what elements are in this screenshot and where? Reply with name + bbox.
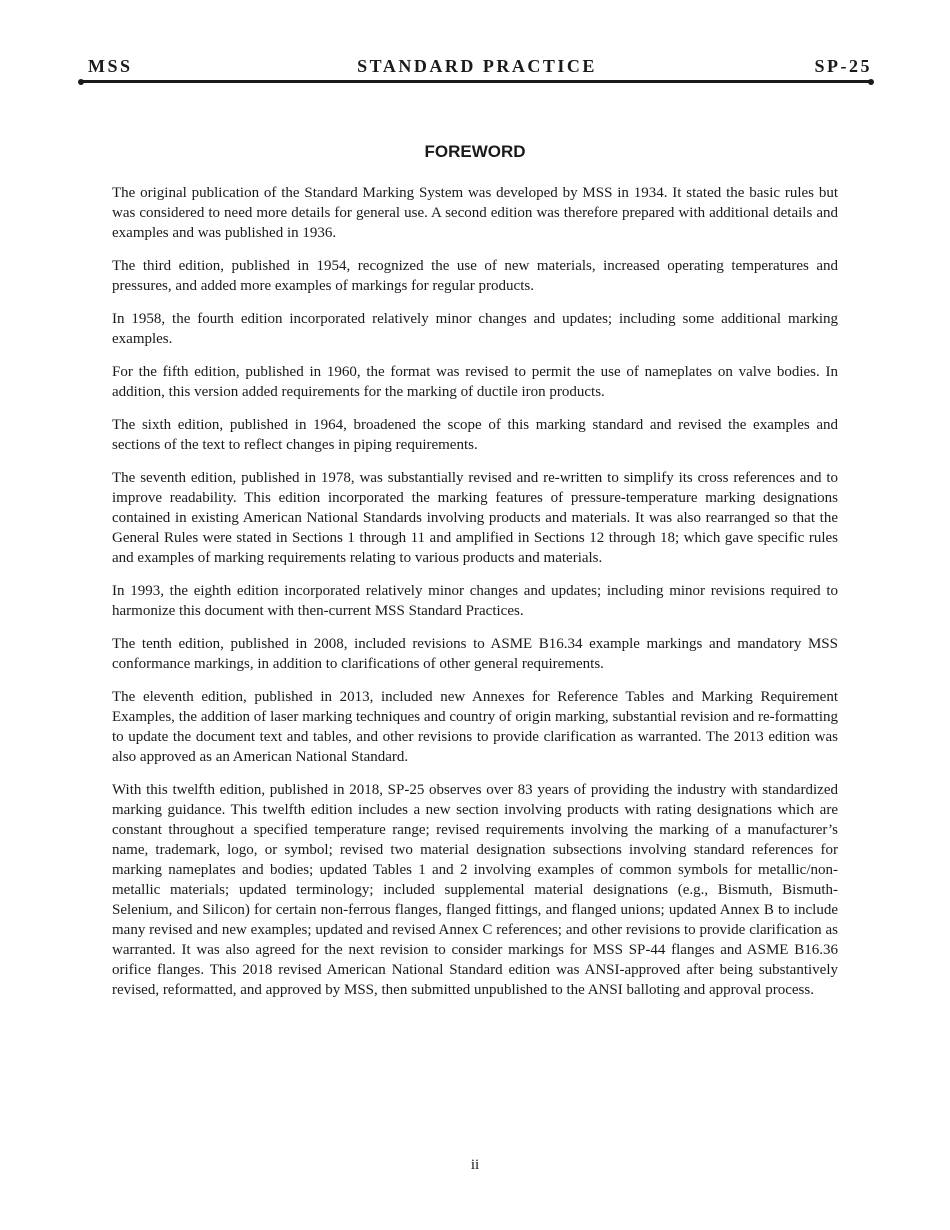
paragraph-1: The original publication of the Standard Marking System was developed by MSS in 1934. It stated the basic rules but was considered to need more details for general use. A second edition was therefore prepared with additional details and examples and was published in 1936. [112,185,838,241]
header-org: MSS [88,56,133,76]
paragraph-10: With this twelfth edition, published in 2018, SP-25 observes over 83 years of providing the industry with standardized marking guidance. This twelfth edition includes a new section involving products with rating designations which are constant throughout a specified temperature range; revised requirements involving the marking of a manufacturer’s name, trademark, logo, or symbol; revised two material designation subsections involving standard references for marking nameplates and bodies; updated Tables 1 and 2 involving examples of common symbols for metallic/non-metallic materials; updated terminology; included supplemental material designations (e.g., Bismuth, Bismuth-Selenium, and Silicon) for certain non-ferrous flanges, flanged fittings, and flanged unions; updated Annex B to include many revised and new examples; updated and revised Annex C references; and other revisions to provide clarification as warranted. It was also agreed for the next revision to consider markings for MSS SP-44 flanges and ASME B16.36 orifice flanges. This 2018 revised American National Standard edition was ANSI-approved after being substantively revised, reformatted, and approved by MSS, then submitted unpublished to the ANSI balloting and approval process. [112,782,838,998]
paragraph-8: The tenth edition, published in 2008, included revisions to ASME B16.34 example markings and mandatory MSS conformance markings, in addition to clarifications of other general requirements. [112,636,838,672]
paragraph-6: The seventh edition, published in 1978, was substantially revised and re-written to simplify its cross references and to improve readability. This edition incorporated the marking features of pressure-temperature marking designations contained in existing American National Standards involving products and materials. It was also rearranged so that the General Rules were stated in Sections 1 through 11 and amplified in Sections 12 through 18; which gave specific rules and examples of marking requirements relating to various products and materials. [112,470,838,566]
header-rule [82,80,870,83]
paragraph-7: In 1993, the eighth edition incorporated relatively minor changes and updates; including minor revisions required to harmonize this document with then-current MSS Standard Practices. [112,583,838,619]
paragraph-3: In 1958, the fourth edition incorporated relatively minor changes and updates; including some additional marking examples. [112,311,838,347]
running-header [82,56,872,80]
paragraph-4: For the fifth edition, published in 1960, the format was revised to permit the use of nameplates on valve bodies. In addition, this version added requirements for the marking of ductile iron products. [112,364,838,400]
page-title: FOREWORD [424,142,526,161]
foreword-body [112,183,838,1013]
paragraph-9: The eleventh edition, published in 2013, included new Annexes for Reference Tables and Marking Requirement Examples, the addition of laser marking techniques and country of origin marking, substantial revision and re-formatting to update the document text and tables, and other revisions to provide clarification as warranted. The 2013 edition was also approved as an American National Standard. [112,689,838,765]
paragraph-5: The sixth edition, published in 1964, broadened the scope of this marking standard and revised the examples and sections of the text to reflect changes in piping requirements. [112,417,838,453]
page-number: ii [470,1157,480,1173]
header-doc-number: SP-25 [814,56,872,76]
header-title: STANDARD PRACTICE [357,56,597,76]
paragraph-2: The third edition, published in 1954, recognized the use of new materials, increased operating temperatures and pressures, and added more examples of markings for regular products. [112,258,838,294]
